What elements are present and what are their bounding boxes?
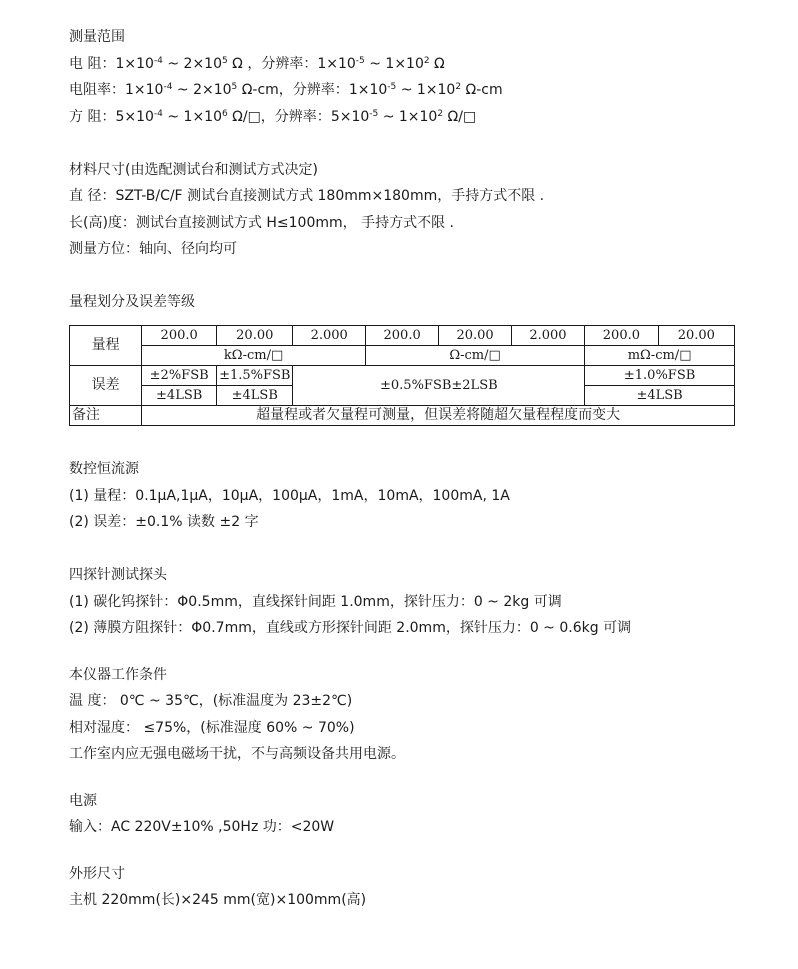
power-heading: 电源 <box>69 792 97 809</box>
range-value-cell: 200.0 <box>142 325 217 345</box>
probe-line: (1) 碳化钨探针：Φ0.5mm，直线探针间距 1.0mm，探针压力：0 ~ 2kg 可调 <box>69 593 562 610</box>
error-cell: ±4LSB <box>142 385 217 405</box>
unit-cell: Ω-cm/□ <box>365 345 584 365</box>
current-range-line: (1) 量程：0.1μA,1μA，10μA，100μA，1mA，10mA，100mA, 1A <box>69 487 510 504</box>
height-line: 长(高)度：测试台直接测试方式 H≤100mm， 手持方式不限 . <box>69 214 454 231</box>
error-cell: ±4LSB <box>217 385 293 405</box>
temperature-line: 温 度： 0℃ ~ 35℃，(标准温度为 23±2℃) <box>69 693 353 709</box>
range-value-cell: 200.0 <box>585 325 658 345</box>
current-error-line: (2) 误差：±0.1% 读数 ±2 字 <box>69 514 259 530</box>
note-text-cell: 超量程或者欠量程可测量，但误差将随超欠量程程度而变大 <box>142 405 735 425</box>
error-cell: ±4LSB <box>585 385 735 405</box>
dims-line: 主机 220mm(长)×245 mm(宽)×100mm(高) <box>69 892 367 908</box>
error-cell: ±1.0%FSB <box>585 365 735 385</box>
humidity-line: 相对湿度： ≤75%，(标准湿度 60% ~ 70%) <box>69 719 355 736</box>
size-heading: 材料尺寸(由选配测试台和测试方式决定) <box>69 161 318 178</box>
spacer <box>69 841 769 861</box>
grade-heading: 量程划分及误差等级 <box>69 294 195 310</box>
env-heading: 本仪器工作条件 <box>69 666 167 683</box>
range-error-table <box>69 325 735 426</box>
range-value-cell: 20.00 <box>439 325 511 345</box>
error-label-cell: 误差 <box>70 365 142 405</box>
orientation-line: 测量方位：轴向、径向均可 <box>69 241 237 257</box>
spacer <box>69 130 769 157</box>
spacer <box>69 430 769 457</box>
resistance-range-line: 电 阻：$1\times 10^{-4}$ ~ $2\times 10^5$ Ω ，分辨率：$1\times 10^{-5}$ ~ $1\times 10^2$ Ω <box>69 55 445 72</box>
range-value-cell: 200.0 <box>365 325 438 345</box>
spacer <box>69 263 769 290</box>
spacer <box>69 642 769 662</box>
table-row <box>70 325 735 345</box>
range-value-cell: 2.000 <box>293 325 365 345</box>
probe-line: (2) 薄膜方阻探针：Φ0.7mm，直线或方形探针间距 2.0mm，探针压力：0 ~ 0.6kg 可调 <box>69 620 632 636</box>
range-heading: 测量范围 <box>69 29 125 45</box>
unit-cell: kΩ-cm/□ <box>142 345 366 365</box>
sheet-resistance-range-line: 方 阻：$5\times 10^{-4}$ ~ $1\times 10^6$ Ω/□，分辨率：$5\times 10^{-5}$ ~ $1\times 10^2$ Ω/□ <box>69 108 477 125</box>
spacer <box>69 536 769 563</box>
current-heading: 数控恒流源 <box>69 461 139 477</box>
spacer <box>69 768 769 788</box>
table-row <box>70 405 735 425</box>
range-value-cell: 2.000 <box>511 325 584 345</box>
interference-line: 工作室内应无强电磁场干扰，不与高频设备共用电源。 <box>69 746 405 762</box>
table-row <box>70 365 735 385</box>
range-label-cell: 量程 <box>70 325 142 365</box>
resistivity-range-line: 电阻率：$1\times 10^{-4}$ ~ $2\times 10^5$ Ω-cm，分辨率：$1\times 10^{-5}$ ~ $1\times 10^2$ Ω-cm <box>69 82 503 98</box>
spec-document <box>69 24 769 914</box>
error-cell-merged: ±0.5%FSB±2LSB <box>293 365 585 405</box>
dims-heading: 外形尺寸 <box>69 865 125 882</box>
range-value-cell: 20.00 <box>217 325 293 345</box>
error-cell: ±2%FSB <box>142 365 217 385</box>
unit-cell: mΩ-cm/□ <box>585 345 735 365</box>
table-row <box>70 345 735 365</box>
range-value-cell: 20.00 <box>658 325 734 345</box>
power-input-line: 输入：AC 220V±10% ,50Hz 功：<20W <box>69 819 335 835</box>
diameter-line: 直 径：SZT-B/C/F 测试台直接测试方式 180mm×180mm，手持方式不限 . <box>69 188 545 204</box>
probe-heading: 四探针测试探头 <box>69 567 167 583</box>
error-cell: ±1.5%FSB <box>217 365 293 385</box>
note-label-cell: 备注 <box>70 405 142 425</box>
